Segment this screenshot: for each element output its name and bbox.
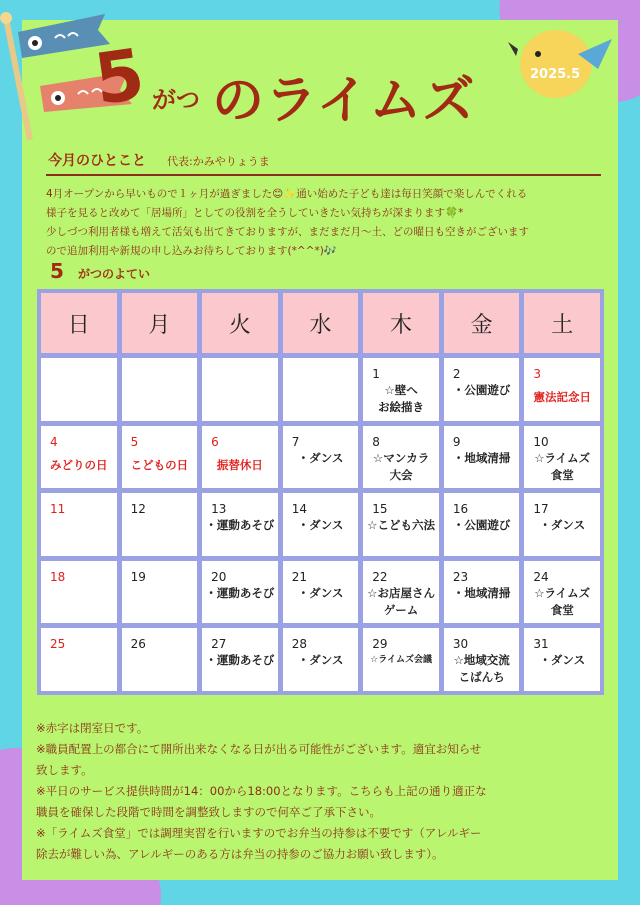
calendar-day-cell	[122, 628, 198, 691]
day-number: 10	[533, 434, 549, 449]
weekday-header: 日	[41, 293, 117, 353]
day-number: 19	[130, 569, 146, 584]
message-line: 様子を見ると改めて「居場所」としての役割を全うしていきたい気持ちが深まります🍀*	[46, 207, 464, 219]
day-number: 12	[130, 502, 146, 517]
note-line: ※赤字は閉室日です。	[36, 721, 149, 735]
note-line: ※職員配置上の都合にて開所出来なくなる日が出る可能性がございます。適宜お知らせ	[36, 742, 482, 756]
day-number: 22	[372, 569, 388, 584]
calendar-day-cell	[41, 628, 117, 691]
calendar-day-cell	[41, 358, 117, 421]
day-number: 26	[130, 637, 146, 652]
calendar-day-cell	[363, 358, 439, 421]
message-divider	[46, 174, 601, 176]
day-event: ☆ライムズ会議	[370, 655, 432, 666]
day-event: ☆地域交流 こばんち	[453, 653, 510, 685]
bird-illustration	[508, 14, 612, 104]
calendar-day-cell	[363, 426, 439, 489]
day-event: ・ダンス	[539, 518, 586, 533]
day-number: 16	[452, 502, 469, 517]
day-number: 29	[372, 637, 388, 652]
day-event: ☆マンカラ 大会	[372, 450, 430, 482]
day-event: ・地域清掃	[452, 450, 511, 465]
day-event: ・ダンス	[297, 585, 344, 600]
day-event: ・地域清掃	[452, 585, 511, 600]
calendar-day-cell	[283, 358, 359, 421]
day-event: ☆壁へ お絵描き	[378, 383, 425, 414]
day-event: 振替休日	[216, 457, 263, 472]
notes	[36, 718, 596, 865]
calendar-day-cell	[41, 493, 117, 556]
calendar-day-cell	[524, 358, 600, 421]
day-number: 27	[211, 637, 227, 652]
day-event: こどもの日	[130, 457, 189, 472]
day-number: 24	[533, 569, 549, 584]
calendar-day-cell	[283, 426, 359, 489]
calendar-day-cell	[524, 426, 600, 489]
calendar-day-cell	[202, 561, 278, 624]
calendar-title-number: 5	[50, 259, 64, 283]
day-number: 6	[211, 434, 219, 449]
message-line: 4月オープンから早いもので１ヶ月が過ぎました😊✨通い始めた子ども達は毎日笑顔で楽しんでくれる	[46, 188, 528, 200]
day-number: 5	[130, 434, 139, 449]
day-number: 15	[372, 502, 388, 517]
calendar-day-cell	[363, 628, 439, 691]
day-event: みどりの日	[50, 457, 108, 472]
note-line: 職員を確保した段階で時間を調整致しますので何卒ご了承下さい。	[36, 805, 381, 819]
calendar-day-cell	[41, 561, 117, 624]
calendar-day-cell	[202, 628, 278, 691]
day-number: 7	[291, 434, 300, 449]
day-event: ☆お店屋さん ゲーム	[367, 585, 435, 617]
day-number: 17	[533, 502, 549, 517]
calendar-grid	[37, 289, 604, 695]
day-number: 30	[452, 637, 469, 652]
calendar-day-cell	[444, 358, 520, 421]
calendar-day-cell	[524, 628, 600, 691]
day-event: ・運動あそび	[205, 585, 275, 600]
day-number: 8	[372, 434, 380, 449]
calendar-day-cell	[122, 426, 198, 489]
calendar-day-cell	[122, 358, 198, 421]
day-event: ・運動あそび	[205, 518, 275, 533]
weekday-header: 水	[283, 293, 359, 353]
calendar-day-cell	[122, 561, 198, 624]
day-event: ・ダンス	[297, 450, 344, 465]
calendar-day-cell	[202, 493, 278, 556]
day-number: 13	[211, 502, 227, 517]
representative-label: 代表:かみやりょうま	[167, 155, 270, 168]
message-line: ので追加利用や新規の申し込みお待ちしております(*^^*)🎶	[46, 245, 337, 257]
calendar-title: がつのよてい	[78, 267, 151, 281]
day-number: 18	[50, 569, 66, 584]
day-event: ・ダンス	[297, 518, 344, 533]
calendar-day-cell	[524, 493, 600, 556]
day-event: ・公園遊び	[452, 518, 511, 533]
calendar-day-cell	[444, 426, 520, 489]
weekday-header: 土	[524, 293, 600, 353]
day-event: ・ダンス	[539, 653, 586, 668]
year-month-label: 2025.5	[530, 67, 581, 82]
weekday-header: 木	[363, 293, 439, 353]
message-line: 少しづつ利用者様も増えて活気も出てきておりますが、まだまだ月～土、どの曜日も空きがございます	[46, 226, 529, 238]
message-body	[46, 185, 606, 261]
day-event: ・運動あそび	[205, 653, 275, 668]
day-number: 25	[50, 637, 66, 652]
day-number: 23	[452, 569, 469, 584]
day-event: ☆ライムズ 食堂	[534, 585, 591, 617]
calendar-day-cell	[202, 426, 278, 489]
calendar-day-cell	[444, 628, 520, 691]
calendar-day-cell	[283, 493, 359, 556]
calendar-day-cell	[444, 561, 520, 624]
calendar-day-cell	[41, 426, 117, 489]
calendar-day-cell	[363, 561, 439, 624]
day-event: ・ダンス	[297, 653, 344, 668]
calendar-day-cell	[202, 358, 278, 421]
day-number: 3	[533, 367, 542, 381]
day-number: 4	[50, 434, 58, 449]
day-number: 20	[211, 569, 227, 584]
day-event: ☆こども六法	[367, 518, 435, 533]
day-number: 2	[452, 367, 461, 381]
note-line: 除去が難しい為、アレルギーのある方は弁当の持参のご協力お願い致します）。	[36, 847, 444, 861]
calendar-day-cell	[283, 561, 359, 624]
title-gatsu: がつ	[152, 86, 200, 114]
note-line: 致します。	[36, 763, 93, 777]
day-number: 9	[452, 434, 461, 449]
weekday-header: 月	[122, 293, 198, 353]
day-event: ☆ライムズ 食堂	[534, 450, 591, 482]
message-title: 今月のひとこと	[48, 153, 146, 169]
day-number: 11	[50, 502, 66, 517]
day-number: 1	[372, 367, 380, 381]
day-number: 21	[291, 569, 307, 584]
day-number: 31	[533, 637, 549, 652]
day-event: 憲法記念日	[533, 390, 591, 404]
calendar-day-cell	[122, 493, 198, 556]
day-event: ・公園遊び	[452, 383, 511, 397]
note-line: ※平日のサービス提供時間が14：00から18:00となります。こちらも上記の通り適正な	[36, 784, 487, 798]
calendar-day-cell	[283, 628, 359, 691]
calendar-day-cell	[363, 493, 439, 556]
day-number: 28	[291, 637, 307, 652]
note-line: ※「ライムズ食堂」では調理実習を行いますのでお弁当の持参は不要です（アレルギー	[36, 826, 482, 840]
page-title: のライムズ	[212, 71, 476, 131]
title-month-number: 5	[89, 33, 150, 121]
weekday-header: 金	[444, 293, 520, 353]
calendar-day-cell	[444, 493, 520, 556]
calendar-day-cell	[524, 561, 600, 624]
weekday-header: 火	[202, 293, 278, 353]
day-number: 14	[291, 502, 307, 517]
